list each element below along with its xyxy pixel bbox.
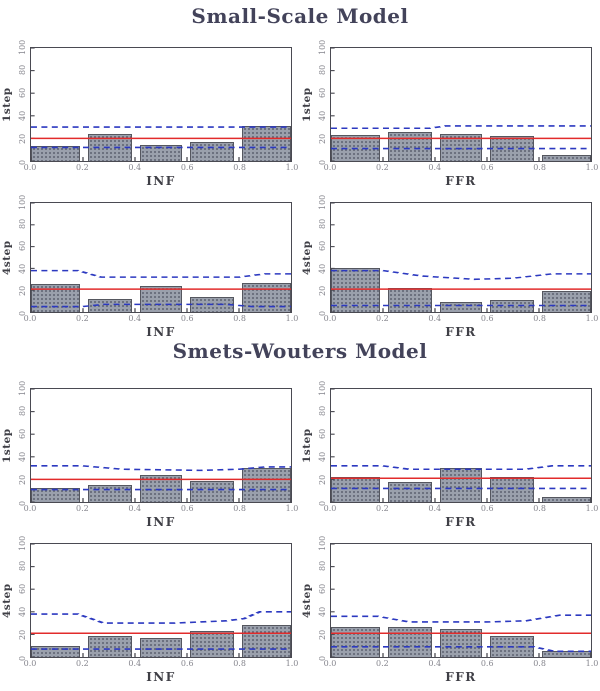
y-tick-label: 100 — [18, 39, 27, 55]
y-tick-label: 60 — [318, 87, 327, 99]
x-tick-label: 1.0 — [285, 314, 299, 323]
y-tick-label: 40 — [18, 606, 27, 618]
x-tick-label: 0.8 — [233, 659, 246, 668]
y-tick-label: 40 — [18, 263, 27, 274]
y-tick-label: 0 — [318, 310, 327, 316]
x-tick-label: 1.0 — [285, 504, 299, 513]
x-tick-label: 0.6 — [180, 659, 194, 668]
bar — [331, 268, 380, 312]
upper-band-line — [31, 271, 291, 278]
subplot-ss-4step-ffr — [301, 194, 599, 339]
y-tick-label: 80 — [318, 219, 327, 230]
x-tick-label: 1.0 — [585, 504, 599, 513]
x-tick-label: 0.4 — [428, 314, 442, 323]
y-tick-label: 80 — [318, 560, 327, 572]
bar — [190, 481, 234, 502]
bar — [331, 627, 380, 658]
plot-area — [330, 47, 592, 162]
x-tick-label: 0.2 — [376, 659, 389, 668]
x-tick-label: 0.8 — [533, 504, 546, 513]
y-tick-label: 80 — [18, 405, 27, 417]
x-tick-label: 0.2 — [376, 314, 389, 323]
y-tick-label: 80 — [318, 405, 327, 417]
y-tick-label: 80 — [18, 219, 27, 230]
x-tick-label: 0.6 — [480, 659, 494, 668]
bar — [31, 646, 80, 657]
y-axis-label: 1step — [1, 428, 13, 463]
x-tick-label: 0.6 — [480, 163, 494, 172]
x-tick-label: 0.4 — [428, 163, 442, 172]
bar — [242, 625, 291, 657]
y-tick-label: 0 — [318, 655, 327, 661]
bar — [331, 135, 380, 161]
y-tick-label: 100 — [318, 39, 327, 55]
y-tick-label: 80 — [18, 560, 27, 572]
y-tick-label: 100 — [18, 380, 27, 396]
bar — [542, 155, 591, 161]
y-tick-label: 40 — [318, 110, 327, 122]
y-tick-label: 0 — [18, 159, 27, 165]
y-axis-label: 1step — [301, 428, 313, 463]
x-tick-label: 0.8 — [533, 163, 546, 172]
upper-band-line — [331, 126, 591, 128]
bar — [388, 132, 432, 161]
y-tick-label: 80 — [318, 64, 327, 76]
x-tick-label: 0.4 — [128, 659, 142, 668]
x-axis-label: INF — [146, 670, 176, 684]
x-tick-label: 0.6 — [480, 504, 494, 513]
x-tick-label: 0.0 — [23, 504, 37, 513]
bar — [490, 477, 534, 502]
x-tick-label: 1.0 — [285, 659, 299, 668]
x-tick-label: 1.0 — [285, 163, 299, 172]
subplot-sw-1step-inf — [1, 380, 299, 529]
x-tick-label: 0.4 — [128, 504, 142, 513]
subplot-ss-1step-inf — [1, 39, 299, 188]
x-tick-label: 0.0 — [323, 504, 337, 513]
bar — [440, 302, 482, 312]
x-tick-label: 1.0 — [585, 163, 599, 172]
plot-area — [30, 47, 292, 162]
x-tick-label: 0.0 — [23, 659, 37, 668]
bar — [490, 636, 534, 657]
bar — [388, 482, 432, 502]
bar — [242, 468, 291, 502]
y-tick-label: 0 — [318, 159, 327, 165]
y-tick-label: 60 — [318, 583, 327, 595]
bar — [88, 485, 132, 502]
y-tick-label: 40 — [18, 110, 27, 122]
y-axis-label: 4step — [301, 583, 313, 618]
y-tick-label: 60 — [18, 87, 27, 99]
y-tick-label: 40 — [318, 451, 327, 463]
y-tick-label: 80 — [18, 64, 27, 76]
y-tick-label: 20 — [18, 285, 27, 296]
x-tick-label: 0.2 — [76, 314, 89, 323]
y-tick-label: 100 — [318, 535, 327, 551]
x-tick-label: 0.8 — [533, 314, 546, 323]
subplot-sw-1step-ffr — [301, 380, 599, 529]
bar — [542, 291, 591, 312]
y-axis-label: 1step — [301, 87, 313, 122]
bar — [88, 134, 132, 161]
x-tick-label: 0.6 — [480, 314, 494, 323]
y-tick-label: 100 — [318, 194, 327, 210]
y-axis-label: 1step — [1, 87, 13, 122]
bar — [490, 300, 534, 312]
y-tick-label: 0 — [18, 500, 27, 506]
y-axis-label: 4step — [1, 583, 13, 618]
x-axis-label: FFR — [445, 670, 477, 684]
bar — [542, 651, 591, 657]
y-tick-label: 40 — [318, 263, 327, 274]
y-tick-label: 20 — [318, 629, 327, 641]
plot-area — [30, 543, 292, 658]
bar — [88, 636, 132, 657]
x-tick-label: 0.0 — [23, 163, 37, 172]
y-tick-label: 0 — [318, 500, 327, 506]
y-tick-label: 20 — [318, 133, 327, 145]
x-tick-label: 0.2 — [76, 659, 89, 668]
x-axis-label: INF — [146, 515, 176, 529]
plot-area — [330, 202, 592, 313]
x-tick-label: 0.2 — [376, 163, 389, 172]
section-title-small-scale: Small-Scale Model — [191, 4, 409, 28]
plot-area — [30, 388, 292, 503]
bar — [140, 475, 182, 502]
x-tick-label: 0.8 — [233, 163, 246, 172]
x-axis-label: INF — [146, 174, 176, 188]
x-axis-label: INF — [146, 325, 176, 339]
upper-band-line — [331, 615, 591, 622]
bar — [388, 288, 432, 312]
x-axis-label: FFR — [445, 515, 477, 529]
y-tick-label: 0 — [18, 310, 27, 316]
bar — [190, 297, 234, 312]
bar — [31, 284, 80, 312]
plot-area — [330, 543, 592, 658]
x-tick-label: 0.8 — [533, 659, 546, 668]
y-tick-label: 100 — [318, 380, 327, 396]
bar — [388, 627, 432, 658]
x-tick-label: 0.6 — [180, 504, 194, 513]
x-tick-label: 0.4 — [428, 659, 442, 668]
x-tick-label: 0.8 — [233, 504, 246, 513]
y-tick-label: 40 — [18, 451, 27, 463]
x-tick-label: 0.6 — [180, 163, 194, 172]
x-tick-label: 0.0 — [323, 659, 337, 668]
x-tick-label: 1.0 — [585, 314, 599, 323]
y-tick-label: 100 — [18, 194, 27, 210]
y-tick-label: 100 — [18, 535, 27, 551]
plot-area — [30, 202, 292, 313]
bar — [140, 638, 182, 657]
subplot-sw-4step-inf — [1, 535, 299, 684]
y-tick-label: 20 — [18, 629, 27, 641]
y-tick-label: 20 — [18, 474, 27, 486]
bar — [190, 142, 234, 161]
x-tick-label: 0.0 — [323, 314, 337, 323]
bar — [31, 488, 80, 502]
y-axis-label: 4step — [301, 240, 313, 275]
y-tick-label: 60 — [18, 428, 27, 440]
x-tick-label: 0.8 — [233, 314, 246, 323]
x-tick-label: 0.4 — [128, 163, 142, 172]
y-tick-label: 60 — [318, 241, 327, 252]
x-tick-label: 1.0 — [585, 659, 599, 668]
section-title-smets-wouters: Smets-Wouters Model — [172, 339, 428, 363]
bar — [490, 136, 534, 161]
y-tick-label: 60 — [318, 428, 327, 440]
y-tick-label: 0 — [18, 655, 27, 661]
upper-band-line — [31, 612, 291, 623]
x-tick-label: 0.4 — [428, 504, 442, 513]
bar — [440, 468, 482, 502]
bar — [242, 126, 291, 161]
bar — [440, 134, 482, 161]
y-tick-label: 20 — [318, 285, 327, 296]
x-tick-label: 0.0 — [23, 314, 37, 323]
bar — [440, 629, 482, 657]
y-tick-label: 20 — [318, 474, 327, 486]
x-tick-label: 0.2 — [76, 163, 89, 172]
y-tick-label: 60 — [18, 241, 27, 252]
subplot-ss-4step-inf — [1, 194, 299, 339]
y-tick-label: 20 — [18, 133, 27, 145]
bar — [140, 145, 182, 161]
bar — [140, 286, 182, 312]
bar — [88, 299, 132, 312]
y-axis-label: 4step — [1, 240, 13, 275]
bar — [331, 477, 380, 502]
x-tick-label: 0.2 — [376, 504, 389, 513]
x-tick-label: 0.2 — [76, 504, 89, 513]
subplot-sw-4step-ffr — [301, 535, 599, 684]
y-tick-label: 40 — [318, 606, 327, 618]
x-axis-label: FFR — [445, 174, 477, 188]
x-tick-label: 0.6 — [180, 314, 194, 323]
bar — [242, 283, 291, 312]
plot-area — [330, 388, 592, 503]
bar — [190, 631, 234, 657]
bar — [542, 497, 591, 502]
x-tick-label: 0.4 — [128, 314, 142, 323]
y-tick-label: 60 — [18, 583, 27, 595]
bar — [31, 146, 80, 161]
subplot-ss-1step-ffr — [301, 39, 599, 188]
x-axis-label: FFR — [445, 325, 477, 339]
x-tick-label: 0.0 — [323, 163, 337, 172]
